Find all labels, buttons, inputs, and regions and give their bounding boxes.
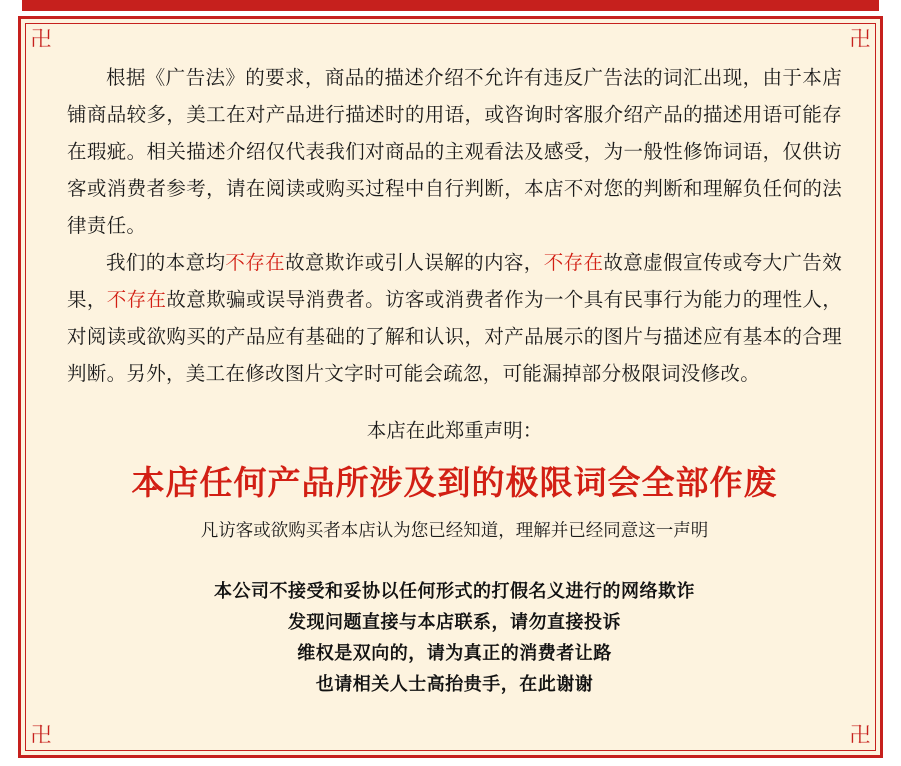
paragraph-2-segment-4: 故意欺骗或误导消费者。访客或消费者作为一个具有民事行为能力的理性人，对阅读或欲购买的产品应有基础的了解和认识，对产品展示的图片与描述应有基本的合理判断。另外，美工在修改图片文字时可能会疏忽，可能漏掉部分极限词没修改。 — [67, 288, 842, 385]
top-red-bar — [22, 0, 879, 11]
paragraph-advertising-law — [67, 59, 842, 244]
highlight-not-exist-1: 不存在 — [225, 251, 286, 274]
corner-ornament-icon: 卍 — [849, 27, 871, 51]
statement-intro: 本店在此郑重声明： — [366, 419, 543, 442]
disclaimer-content — [67, 59, 842, 700]
decorative-frame — [18, 16, 883, 758]
statement-subline: 凡访客或欲购买者本店认为您已经知道，理解并已经同意这一声明 — [200, 521, 709, 541]
footer-statement-block — [67, 576, 842, 700]
footer-line: 本公司不接受和妥协以任何形式的打假名义进行的网络欺诈 — [214, 581, 695, 602]
highlight-not-exist-3: 不存在 — [106, 288, 167, 311]
highlight-not-exist-2: 不存在 — [543, 251, 604, 274]
paragraph-2-segment-3: 故意虚假宣传或夸大广告效果， — [67, 251, 843, 311]
corner-ornament-icon: 卍 — [849, 723, 871, 747]
footer-line: 也请相关人士高抬贵手，在此谢谢 — [315, 674, 594, 695]
paragraph-1-text: 根据《广告法》的要求，商品的描述介绍不允许有违反广告法的词汇出现，由于本店铺商品较多，美工在对产品进行描述时的用语，或咨询时客服介绍产品的描述用语可能存在瑕疵。相关描述介绍仅代表我们对商品的主观看法及感受，为一般性修饰词语，仅供访客或消费者参考，请在阅读或购买过程中自行判断，本店不对您的判断和理解负任何的法律责任。 — [67, 66, 842, 237]
paragraph-2-segment-1: 我们的本意均 — [106, 251, 226, 274]
corner-ornament-icon: 卍 — [30, 27, 52, 51]
paragraph-2-segment-2: 故意欺诈或引人误解的内容， — [285, 251, 544, 274]
corner-ornament-icon: 卍 — [30, 723, 52, 747]
footer-line: 维权是双向的，请为真正的消费者让路 — [297, 643, 612, 664]
statement-headline: 本店任何产品所涉及到的极限词会全部作废 — [131, 463, 778, 502]
paragraph-intent — [67, 244, 842, 392]
footer-line: 发现问题直接与本店联系，请勿直接投诉 — [288, 612, 621, 633]
